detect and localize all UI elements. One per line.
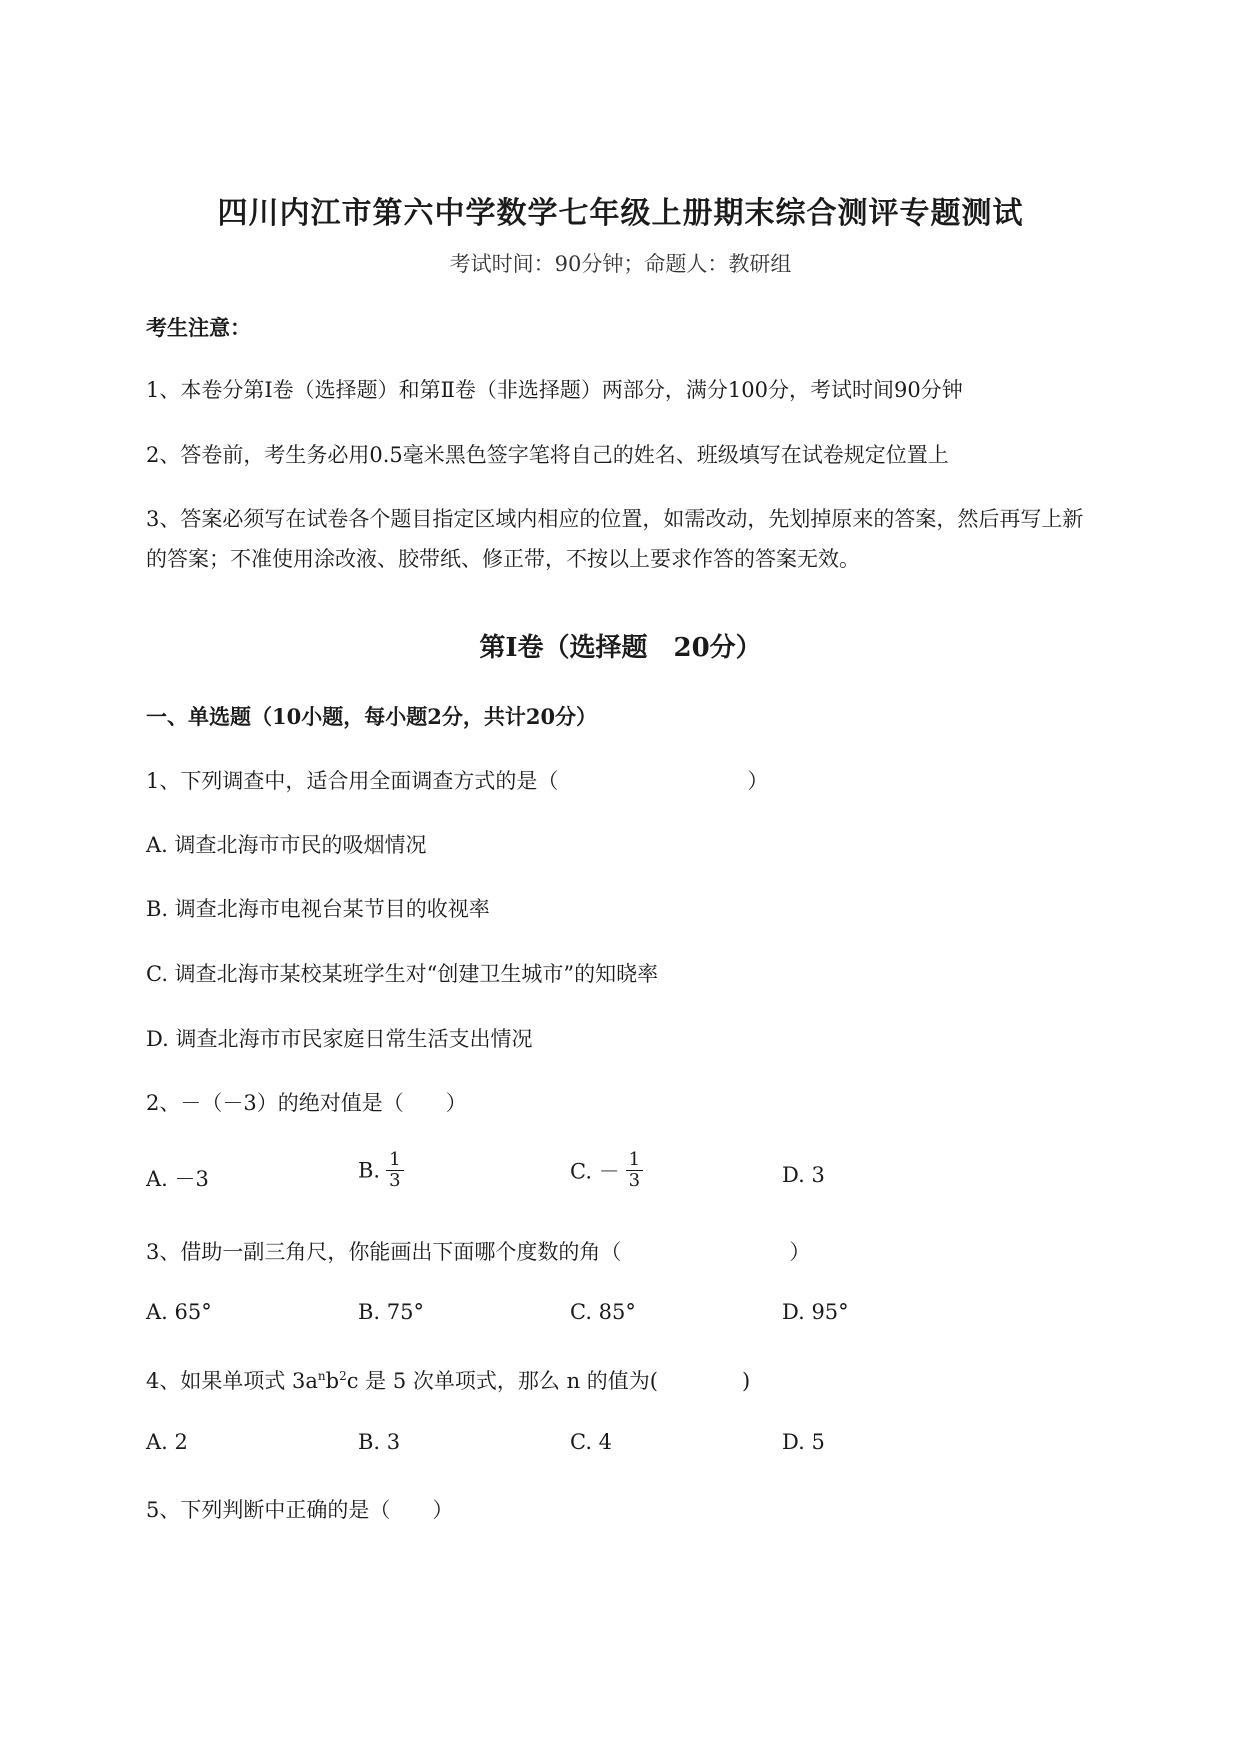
question-3-option-b: B. 75°: [358, 1300, 425, 1324]
question-2-option-c: [570, 1150, 643, 1191]
question-4-stem-pre: 4、如果单项式 3a: [146, 1369, 318, 1393]
question-4-options: [146, 1430, 1046, 1470]
question-4-stem: [146, 1365, 750, 1395]
question-1-option-a: A. 调查北海市市民的吸烟情况: [146, 833, 427, 857]
question-3-option-d: D. 95°: [782, 1300, 849, 1324]
question-2-options: [146, 1150, 1046, 1190]
question-3-option-a: A. 65°: [146, 1300, 212, 1324]
question-4-stem-post: c 是 5 次单项式，那么 n 的值为( ): [346, 1369, 751, 1393]
question-4-option-a: A. 2: [146, 1430, 188, 1454]
question-2-option-b: [358, 1150, 404, 1191]
question-5-stem: 5、下列判断中正确的是（ ）: [146, 1498, 454, 1522]
notice-item-1: 1、本卷分第I卷（选择题）和第Ⅱ卷（非选择题）两部分，满分100分，考试时间90分钟: [146, 378, 963, 402]
question-2-option-c-label: C. －: [570, 1159, 620, 1184]
question-2-stem: 2、－（－3）的绝对值是（ ）: [146, 1091, 467, 1115]
fraction-numerator: 1: [628, 1149, 641, 1170]
question-4-exponent-n: n: [317, 1369, 326, 1383]
notice-heading: 考生注意：: [146, 315, 251, 340]
question-4-option-b: B. 3: [358, 1430, 401, 1454]
part-heading: 一、单选题（10小题，每小题2分，共计20分）: [146, 704, 598, 729]
question-4-stem-mid: b: [325, 1369, 340, 1393]
question-2-option-b-fraction: [386, 1150, 403, 1191]
question-1-option-b: B. 调查北海市电视台某节目的收视率: [146, 897, 490, 921]
question-2-option-a: A. －3: [146, 1167, 209, 1191]
question-3-stem: 3、借助一副三角尺，你能画出下面哪个度数的角（ ）: [146, 1240, 811, 1264]
notice-item-3: 3、答案必须写在试卷各个题目指定区域内相应的位置，如需改动，先划掉原来的答案，然后再写上新: [146, 507, 1084, 531]
fraction-denominator: 3: [386, 1170, 403, 1191]
question-3-options: [146, 1300, 1046, 1340]
section-title: 第I卷（选择题 20分）: [479, 633, 762, 663]
question-1-option-d: D. 调查北海市市民家庭日常生活支出情况: [146, 1027, 533, 1051]
notice-item-3-cont: 的答案；不准使用涂改液、胶带纸、修正带，不按以上要求作答的答案无效。: [146, 547, 860, 571]
question-4-exponent-2: 2: [339, 1369, 347, 1383]
exam-subtitle: 考试时间：90分钟；命题人：教研组: [449, 252, 792, 276]
question-2-option-b-label: B.: [358, 1158, 381, 1183]
question-1-stem: 1、下列调查中，适合用全面调查方式的是（ ）: [146, 769, 769, 793]
question-2-option-c-fraction: [626, 1150, 643, 1191]
question-1-option-c: C. 调查北海市某校某班学生对“创建卫生城市”的知晓率: [146, 962, 659, 986]
fraction-denominator: 3: [626, 1170, 643, 1191]
exam-title: 四川内江市第六中学数学七年级上册期末综合测评专题测试: [217, 196, 1024, 231]
notice-item-2: 2、答卷前，考生务必用0.5毫米黑色签字笔将自己的姓名、班级填写在试卷规定位置上: [146, 443, 949, 467]
question-3-option-c: C. 85°: [570, 1300, 636, 1324]
question-4-option-c: C. 4: [570, 1430, 613, 1454]
question-2-option-d: D. 3: [782, 1163, 825, 1187]
question-4-option-d: D. 5: [782, 1430, 825, 1454]
fraction-numerator: 1: [389, 1149, 401, 1170]
